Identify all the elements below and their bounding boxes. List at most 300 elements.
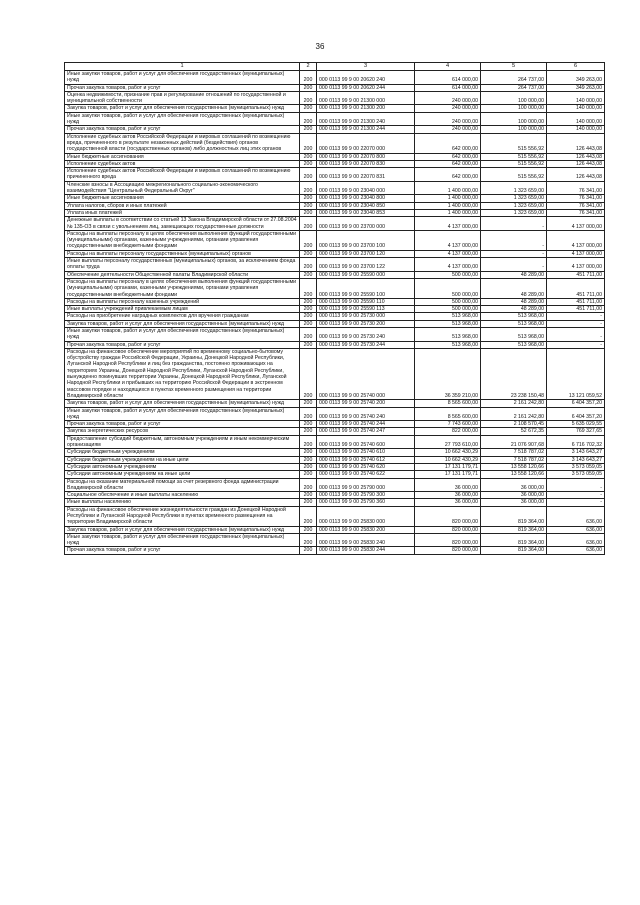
row-classification-cell: 000 0113 99 9 00 25740 240 <box>317 407 415 421</box>
row-unexecuted-cell: 126 443,08 <box>547 168 605 182</box>
row-executed-cell: 7 518 787,02 <box>481 449 547 456</box>
row-unexecuted-cell: 3 143 643,27 <box>547 456 605 463</box>
row-executed-cell: 1 323 659,00 <box>481 195 547 202</box>
row-unexecuted-cell: 636,00 <box>547 506 605 526</box>
row-code-cell: 200 <box>300 112 317 126</box>
row-executed-cell: 264 737,00 <box>481 84 547 91</box>
table-row <box>65 320 605 327</box>
row-name-cell: Закупка товаров, работ и услуг для обеспечения государственных (муниципальных) нужд <box>65 400 300 407</box>
row-code-cell: 200 <box>300 271 317 278</box>
row-unexecuted-cell: 76 341,00 <box>547 209 605 216</box>
row-code-cell: 200 <box>300 306 317 313</box>
row-unexecuted-cell: 636,00 <box>547 533 605 547</box>
row-executed-cell: - <box>481 230 547 250</box>
row-code-cell: 200 <box>300 327 317 341</box>
row-unexecuted-cell: 3 573 059,05 <box>547 471 605 478</box>
table-row <box>65 202 605 209</box>
row-unexecuted-cell: 13 121 059,52 <box>547 348 605 399</box>
row-name-cell: Уплата иных платежей <box>65 209 300 216</box>
table-row <box>65 209 605 216</box>
row-classification-cell: 000 0113 99 9 00 21300 244 <box>317 126 415 133</box>
row-unexecuted-cell: 126 443,08 <box>547 153 605 160</box>
row-name-cell: Прочая закупка товаров, работ и услуг <box>65 341 300 348</box>
row-executed-cell: - <box>481 258 547 272</box>
row-classification-cell: 000 0113 99 9 00 25590 110 <box>317 298 415 305</box>
row-name-cell: Членские взносы в Ассоциацию межрегионального социально-экономического взаимодействия "Центральный Федеральный Округ" <box>65 181 300 195</box>
row-executed-cell: 513 968,00 <box>481 320 547 327</box>
row-approved-cell: 4 137 000,00 <box>415 217 481 231</box>
row-name-cell: Иные закупки товаров, работ и услуг для обеспечения государственных (муниципальных) нужд <box>65 71 300 85</box>
row-name-cell: Расходы на оказание материальной помощи за счет резервного фонда администрации Владимирской области <box>65 478 300 492</box>
row-executed-cell: 100 000,00 <box>481 112 547 126</box>
row-executed-cell: 819 364,00 <box>481 526 547 533</box>
row-name-cell: Расходы на выплаты персоналу казенных учреждений <box>65 298 300 305</box>
table-row <box>65 181 605 195</box>
row-classification-cell: 000 0113 99 9 00 25590 113 <box>317 306 415 313</box>
row-classification-cell: 000 0113 99 9 00 25590 000 <box>317 271 415 278</box>
row-executed-cell: 21 076 907,68 <box>481 435 547 449</box>
row-approved-cell: 500 000,00 <box>415 278 481 298</box>
row-unexecuted-cell: 140 000,00 <box>547 126 605 133</box>
row-executed-cell: 23 238 150,48 <box>481 348 547 399</box>
row-approved-cell: 642 000,00 <box>415 153 481 160</box>
row-approved-cell: 820 000,00 <box>415 533 481 547</box>
row-executed-cell: 36 000,00 <box>481 499 547 506</box>
row-executed-cell: 515 556,92 <box>481 133 547 153</box>
row-executed-cell: 264 737,00 <box>481 71 547 85</box>
row-name-cell: Закупка товаров, работ и услуг для обеспечения государственных (муниципальных) нужд <box>65 105 300 112</box>
table-row <box>65 421 605 428</box>
row-unexecuted-cell: 140 000,00 <box>547 112 605 126</box>
row-classification-cell: 000 0113 99 9 00 25830 240 <box>317 533 415 547</box>
header-cell-unexecuted: 6 <box>547 63 605 71</box>
row-approved-cell: 513 968,00 <box>415 327 481 341</box>
table-row <box>65 428 605 435</box>
row-unexecuted-cell: 4 137 000,00 <box>547 258 605 272</box>
row-unexecuted-cell: 6 404 357,20 <box>547 407 605 421</box>
row-name-cell: Социальное обеспечение и иные выплаты населению <box>65 492 300 499</box>
header-cell-code: 2 <box>300 63 317 71</box>
row-name-cell: Иные выплаты учреждений привлекаемым лицам <box>65 306 300 313</box>
row-classification-cell: 000 0113 99 9 00 23700 122 <box>317 258 415 272</box>
row-executed-cell: 100 000,00 <box>481 105 547 112</box>
table-row <box>65 313 605 320</box>
row-code-cell: 200 <box>300 456 317 463</box>
table-row <box>65 168 605 182</box>
table-row <box>65 449 605 456</box>
row-executed-cell: 515 556,92 <box>481 153 547 160</box>
row-code-cell: 200 <box>300 181 317 195</box>
row-code-cell: 200 <box>300 478 317 492</box>
row-unexecuted-cell: 3 573 059,05 <box>547 463 605 470</box>
row-name-cell: Иные выплаты персоналу государственных (муниципальных) органов, за исключением фонда оплаты труда <box>65 258 300 272</box>
row-approved-cell: 820 000,00 <box>415 547 481 554</box>
row-code-cell: 200 <box>300 400 317 407</box>
row-executed-cell: 513 968,00 <box>481 341 547 348</box>
row-executed-cell: 48 289,00 <box>481 298 547 305</box>
row-approved-cell: 500 000,00 <box>415 298 481 305</box>
row-unexecuted-cell: 349 263,00 <box>547 71 605 85</box>
row-approved-cell: 820 000,00 <box>415 506 481 526</box>
table-row <box>65 456 605 463</box>
row-code-cell: 200 <box>300 160 317 167</box>
table-row <box>65 71 605 85</box>
row-name-cell: Исполнение судебных актов Российской Федерации и мировых соглашений по возмещению вреда, причиненного в результате незаконных действий (бездействия) органов государственной власти (государственных органов) либо должностных лиц этих органов <box>65 133 300 153</box>
row-classification-cell: 000 0113 99 9 00 20620 240 <box>317 71 415 85</box>
row-classification-cell: 000 0113 99 9 00 25590 100 <box>317 278 415 298</box>
row-classification-cell: 000 0113 99 9 00 25730 000 <box>317 313 415 320</box>
row-name-cell: Иные бюджетные ассигнования <box>65 195 300 202</box>
row-unexecuted-cell: - <box>547 320 605 327</box>
row-code-cell: 200 <box>300 407 317 421</box>
row-name-cell: Предоставление субсидий бюджетным, автономным учреждениям и иным некоммерческим организациям <box>65 435 300 449</box>
row-classification-cell: 000 0113 99 9 00 21300 200 <box>317 105 415 112</box>
row-approved-cell: 27 793 610,00 <box>415 435 481 449</box>
header-cell-classification: 3 <box>317 63 415 71</box>
row-executed-cell: 100 000,00 <box>481 126 547 133</box>
row-classification-cell: 000 0113 99 9 00 21300 240 <box>317 112 415 126</box>
table-row <box>65 492 605 499</box>
table-header-row <box>65 63 605 71</box>
row-name-cell: Субсидии автономным учреждениям на иные цели <box>65 471 300 478</box>
row-unexecuted-cell: - <box>547 499 605 506</box>
row-classification-cell: 000 0113 99 9 00 25790 300 <box>317 492 415 499</box>
row-code-cell: 200 <box>300 463 317 470</box>
row-classification-cell: 000 0113 99 9 00 25740 247 <box>317 428 415 435</box>
table-row <box>65 258 605 272</box>
row-approved-cell: 10 662 430,29 <box>415 449 481 456</box>
row-approved-cell: 240 000,00 <box>415 112 481 126</box>
table-row <box>65 112 605 126</box>
row-unexecuted-cell: 349 263,00 <box>547 84 605 91</box>
row-executed-cell: 13 558 120,66 <box>481 471 547 478</box>
row-executed-cell: 2 161 242,80 <box>481 407 547 421</box>
table-row <box>65 84 605 91</box>
row-classification-cell: 000 0113 99 9 00 25830 200 <box>317 526 415 533</box>
table-row <box>65 133 605 153</box>
row-approved-cell: 614 000,00 <box>415 71 481 85</box>
row-name-cell: Расходы на выплаты персоналу в целях обеспечения выполнения функций государственными (муниципальными) органами, казенными учреждениями, органами управления государственными внебюджетными фондами <box>65 278 300 298</box>
row-classification-cell: 000 0113 99 9 00 23040 000 <box>317 181 415 195</box>
row-executed-cell: - <box>481 217 547 231</box>
row-approved-cell: 614 000,00 <box>415 84 481 91</box>
row-unexecuted-cell: - <box>547 478 605 492</box>
table-row <box>65 126 605 133</box>
row-code-cell: 200 <box>300 313 317 320</box>
row-code-cell: 200 <box>300 492 317 499</box>
row-unexecuted-cell: 451 711,00 <box>547 278 605 298</box>
row-approved-cell: 1 400 000,00 <box>415 202 481 209</box>
row-approved-cell: 822 000,00 <box>415 428 481 435</box>
row-classification-cell: 000 0113 99 9 00 22070 831 <box>317 168 415 182</box>
row-code-cell: 200 <box>300 421 317 428</box>
table-row <box>65 230 605 250</box>
row-name-cell: Закупка энергетических ресурсов <box>65 428 300 435</box>
row-name-cell: Иные закупки товаров, работ и услуг для обеспечения государственных (муниципальных) нужд <box>65 407 300 421</box>
table-row <box>65 506 605 526</box>
row-approved-cell: 36 000,00 <box>415 499 481 506</box>
table-row <box>65 217 605 231</box>
table-row <box>65 271 605 278</box>
row-unexecuted-cell: 140 000,00 <box>547 91 605 105</box>
row-unexecuted-cell: 636,00 <box>547 547 605 554</box>
page-number: 36 <box>315 42 325 51</box>
row-unexecuted-cell: 769 327,65 <box>547 428 605 435</box>
row-executed-cell: 1 323 659,00 <box>481 209 547 216</box>
row-unexecuted-cell: 3 143 643,27 <box>547 449 605 456</box>
row-code-cell: 200 <box>300 320 317 327</box>
row-name-cell: Иные выплаты населению <box>65 499 300 506</box>
row-name-cell: Иные закупки товаров, работ и услуг для обеспечения государственных (муниципальных) нужд <box>65 533 300 547</box>
row-code-cell: 200 <box>300 348 317 399</box>
row-unexecuted-cell: 126 443,08 <box>547 160 605 167</box>
header-cell-approved: 4 <box>415 63 481 71</box>
row-code-cell: 200 <box>300 435 317 449</box>
row-classification-cell: 000 0113 99 9 00 23040 850 <box>317 202 415 209</box>
row-executed-cell: - <box>481 250 547 257</box>
row-code-cell: 200 <box>300 428 317 435</box>
row-code-cell: 200 <box>300 258 317 272</box>
row-classification-cell: 000 0113 99 9 00 25730 244 <box>317 341 415 348</box>
row-approved-cell: 36 359 210,00 <box>415 348 481 399</box>
row-approved-cell: 513 968,00 <box>415 313 481 320</box>
row-classification-cell: 000 0113 99 9 00 25740 622 <box>317 471 415 478</box>
row-name-cell: Закупка товаров, работ и услуг для обеспечения государственных (муниципальных) нужд <box>65 320 300 327</box>
row-classification-cell: 000 0113 99 9 00 23700 100 <box>317 230 415 250</box>
row-code-cell: 200 <box>300 126 317 133</box>
row-classification-cell: 000 0113 99 9 00 25790 000 <box>317 478 415 492</box>
row-approved-cell: 8 565 600,00 <box>415 400 481 407</box>
row-name-cell: Прочая закупка товаров, работ и услуг <box>65 547 300 554</box>
row-code-cell: 200 <box>300 84 317 91</box>
row-code-cell: 200 <box>300 217 317 231</box>
row-name-cell: Расходы на финансовое обеспечение жизнедеятельности граждан из Донецкой Народной Республики и Луганской Народной Республики в пунктах временного размещения на территории Владимирской области <box>65 506 300 526</box>
row-unexecuted-cell: 4 137 000,00 <box>547 250 605 257</box>
row-executed-cell: 515 556,92 <box>481 160 547 167</box>
table-row <box>65 407 605 421</box>
row-approved-cell: 36 000,00 <box>415 492 481 499</box>
table-row <box>65 278 605 298</box>
row-unexecuted-cell: 636,00 <box>547 526 605 533</box>
row-unexecuted-cell: 451 711,00 <box>547 271 605 278</box>
table-row <box>65 327 605 341</box>
row-name-cell: Оценка недвижимости, признание прав и регулирование отношений по государственной и муниципальной собственности <box>65 91 300 105</box>
table-row <box>65 463 605 470</box>
row-classification-cell: 000 0113 99 9 00 22070 830 <box>317 160 415 167</box>
table-row <box>65 160 605 167</box>
row-approved-cell: 500 000,00 <box>415 306 481 313</box>
table-row <box>65 153 605 160</box>
row-executed-cell: 1 323 659,00 <box>481 202 547 209</box>
row-code-cell: 200 <box>300 547 317 554</box>
table-row <box>65 298 605 305</box>
table-row <box>65 250 605 257</box>
row-classification-cell: 000 0113 99 9 00 25740 620 <box>317 463 415 470</box>
row-executed-cell: 13 558 120,66 <box>481 463 547 470</box>
row-approved-cell: 4 137 000,00 <box>415 258 481 272</box>
row-executed-cell: 513 968,00 <box>481 313 547 320</box>
row-approved-cell: 1 400 000,00 <box>415 209 481 216</box>
row-code-cell: 200 <box>300 471 317 478</box>
row-classification-cell: 000 0113 99 9 00 25740 200 <box>317 400 415 407</box>
row-classification-cell: 000 0113 99 9 00 22070 000 <box>317 133 415 153</box>
row-approved-cell: 513 968,00 <box>415 341 481 348</box>
row-executed-cell: 48 289,00 <box>481 278 547 298</box>
row-name-cell: Расходы на выплаты персоналу государственных (муниципальных) органов <box>65 250 300 257</box>
row-approved-cell: 513 968,00 <box>415 320 481 327</box>
row-name-cell: Иные закупки товаров, работ и услуг для обеспечения государственных (муниципальных) нужд <box>65 327 300 341</box>
row-executed-cell: 819 364,00 <box>481 506 547 526</box>
table-row <box>65 526 605 533</box>
row-code-cell: 200 <box>300 278 317 298</box>
row-approved-cell: 17 131 179,71 <box>415 471 481 478</box>
row-unexecuted-cell: 126 443,08 <box>547 133 605 153</box>
row-executed-cell: 52 672,35 <box>481 428 547 435</box>
row-executed-cell: 2 108 570,45 <box>481 421 547 428</box>
row-executed-cell: 48 289,00 <box>481 271 547 278</box>
row-name-cell: Закупка товаров, работ и услуг для обеспечения государственных (муниципальных) нужд <box>65 526 300 533</box>
row-code-cell: 200 <box>300 298 317 305</box>
budget-table-body <box>65 63 605 555</box>
row-classification-cell: 000 0113 99 9 00 25740 244 <box>317 421 415 428</box>
row-unexecuted-cell: 451 711,00 <box>547 306 605 313</box>
row-code-cell: 200 <box>300 133 317 153</box>
row-approved-cell: 240 000,00 <box>415 126 481 133</box>
row-unexecuted-cell: 5 635 029,55 <box>547 421 605 428</box>
row-name-cell: Прочая закупка товаров, работ и услуг <box>65 421 300 428</box>
row-classification-cell: 000 0113 99 9 00 25740 612 <box>317 456 415 463</box>
row-executed-cell: 1 323 659,00 <box>481 181 547 195</box>
row-code-cell: 200 <box>300 105 317 112</box>
row-unexecuted-cell: 451 711,00 <box>547 298 605 305</box>
table-row <box>65 435 605 449</box>
row-classification-cell: 000 0113 99 9 00 23040 853 <box>317 209 415 216</box>
row-unexecuted-cell: 76 341,00 <box>547 202 605 209</box>
row-code-cell: 200 <box>300 195 317 202</box>
row-code-cell: 200 <box>300 250 317 257</box>
row-classification-cell: 000 0113 99 9 00 25830 000 <box>317 506 415 526</box>
row-executed-cell: 100 000,00 <box>481 91 547 105</box>
row-classification-cell: 000 0113 99 9 00 22070 800 <box>317 153 415 160</box>
row-classification-cell: 000 0113 99 9 00 25790 360 <box>317 499 415 506</box>
row-approved-cell: 1 400 000,00 <box>415 195 481 202</box>
row-approved-cell: 36 000,00 <box>415 478 481 492</box>
row-code-cell: 200 <box>300 533 317 547</box>
row-executed-cell: 513 968,00 <box>481 327 547 341</box>
table-row <box>65 499 605 506</box>
row-approved-cell: 820 000,00 <box>415 526 481 533</box>
row-approved-cell: 240 000,00 <box>415 105 481 112</box>
row-unexecuted-cell: 76 341,00 <box>547 195 605 202</box>
row-code-cell: 200 <box>300 526 317 533</box>
row-name-cell: Иные закупки товаров, работ и услуг для обеспечения государственных (муниципальных) нужд <box>65 112 300 126</box>
row-executed-cell: 36 000,00 <box>481 478 547 492</box>
row-code-cell: 200 <box>300 168 317 182</box>
row-unexecuted-cell: - <box>547 313 605 320</box>
row-code-cell: 200 <box>300 153 317 160</box>
table-row <box>65 478 605 492</box>
table-row <box>65 533 605 547</box>
row-name-cell: Субсидии автономным учреждениям <box>65 463 300 470</box>
row-name-cell: Обеспечение деятельности Общественной палаты Владимирской области <box>65 271 300 278</box>
row-unexecuted-cell: 76 341,00 <box>547 181 605 195</box>
row-name-cell: Исполнение судебных актов <box>65 160 300 167</box>
row-classification-cell: 000 0113 99 9 00 25740 610 <box>317 449 415 456</box>
row-code-cell: 200 <box>300 449 317 456</box>
row-unexecuted-cell: 140 000,00 <box>547 105 605 112</box>
header-cell-name: 1 <box>65 63 300 71</box>
table-row <box>65 400 605 407</box>
row-executed-cell: 36 000,00 <box>481 492 547 499</box>
table-row <box>65 471 605 478</box>
row-code-cell: 200 <box>300 506 317 526</box>
row-name-cell: Расходы на приобретение наградных комплектов для вручения гражданам <box>65 313 300 320</box>
row-approved-cell: 1 400 000,00 <box>415 181 481 195</box>
row-name-cell: Прочая закупка товаров, работ и услуг <box>65 126 300 133</box>
table-row <box>65 547 605 554</box>
row-classification-cell: 000 0113 99 9 00 20620 244 <box>317 84 415 91</box>
row-unexecuted-cell: 6 404 357,20 <box>547 400 605 407</box>
row-unexecuted-cell: - <box>547 327 605 341</box>
row-executed-cell: 515 556,92 <box>481 168 547 182</box>
row-classification-cell: 000 0113 99 9 00 25740 600 <box>317 435 415 449</box>
header-cell-executed: 5 <box>481 63 547 71</box>
row-classification-cell: 000 0113 99 9 00 25730 200 <box>317 320 415 327</box>
row-unexecuted-cell: 6 716 702,32 <box>547 435 605 449</box>
row-approved-cell: 500 000,00 <box>415 271 481 278</box>
table-row <box>65 91 605 105</box>
row-executed-cell: 819 364,00 <box>481 533 547 547</box>
table-row <box>65 306 605 313</box>
row-name-cell: Исполнение судебных актов Российской Федерации и мировых соглашений по возмещению причиненного вреда <box>65 168 300 182</box>
row-name-cell: Уплата налогов, сборов и иных платежей <box>65 202 300 209</box>
row-name-cell: Субсидии бюджетным учреждениям <box>65 449 300 456</box>
table-row <box>65 195 605 202</box>
row-executed-cell: 2 161 242,80 <box>481 400 547 407</box>
row-approved-cell: 642 000,00 <box>415 168 481 182</box>
row-classification-cell: 000 0113 99 9 00 23700 000 <box>317 217 415 231</box>
row-approved-cell: 7 743 600,00 <box>415 421 481 428</box>
row-name-cell: Иные бюджетные ассигнования <box>65 153 300 160</box>
row-unexecuted-cell: - <box>547 492 605 499</box>
row-classification-cell: 000 0113 99 9 00 23700 120 <box>317 250 415 257</box>
budget-table <box>64 62 605 555</box>
row-unexecuted-cell: 4 137 000,00 <box>547 230 605 250</box>
row-approved-cell: 4 137 000,00 <box>415 250 481 257</box>
row-code-cell: 200 <box>300 230 317 250</box>
row-executed-cell: 819 364,00 <box>481 547 547 554</box>
row-name-cell: Расходы на финансовое обеспечение мероприятий по временному социально-бытовому обустройству граждан Российской Федерации, Украины, Донецкой Народной Республики, Луганской Народной Республики и лиц без гражданства, постоянно проживающих на территориях Украины, Донецкой Народной Республики, Луганской Народной Республики, вынужденно покинувших территории Украины, Донецкой Народной Республики, Луганской Народной Республики и прибывших на территорию Российской Федерации в экстренном массовом порядке и находящихся в пунктах временного размещения на территории Владимирской области <box>65 348 300 399</box>
row-executed-cell: 7 518 787,02 <box>481 456 547 463</box>
row-name-cell: Расходы на выплаты персоналу в целях обеспечения выполнения функций государственными (муниципальными) органами, казенными учреждениями, органами управления государственными внебюджетными фондами <box>65 230 300 250</box>
row-approved-cell: 8 565 600,00 <box>415 407 481 421</box>
row-unexecuted-cell: - <box>547 341 605 348</box>
row-approved-cell: 4 137 000,00 <box>415 230 481 250</box>
table-row <box>65 341 605 348</box>
row-name-cell: Денежные выплаты в соответствии со статьей 13 Закона Владимирской области от 27.08.2004 № 135-ОЗ в связи с увольнением лиц, замещающих государственные должности <box>65 217 300 231</box>
row-code-cell: 200 <box>300 209 317 216</box>
row-approved-cell: 642 000,00 <box>415 133 481 153</box>
table-row <box>65 348 605 399</box>
row-unexecuted-cell: 4 137 000,00 <box>547 217 605 231</box>
table-row <box>65 105 605 112</box>
row-code-cell: 200 <box>300 341 317 348</box>
row-classification-cell: 000 0113 99 9 00 25740 000 <box>317 348 415 399</box>
row-executed-cell: 48 289,00 <box>481 306 547 313</box>
row-name-cell: Субсидии бюджетным учреждениям на иные цели <box>65 456 300 463</box>
row-code-cell: 200 <box>300 202 317 209</box>
row-classification-cell: 000 0113 99 9 00 25830 244 <box>317 547 415 554</box>
